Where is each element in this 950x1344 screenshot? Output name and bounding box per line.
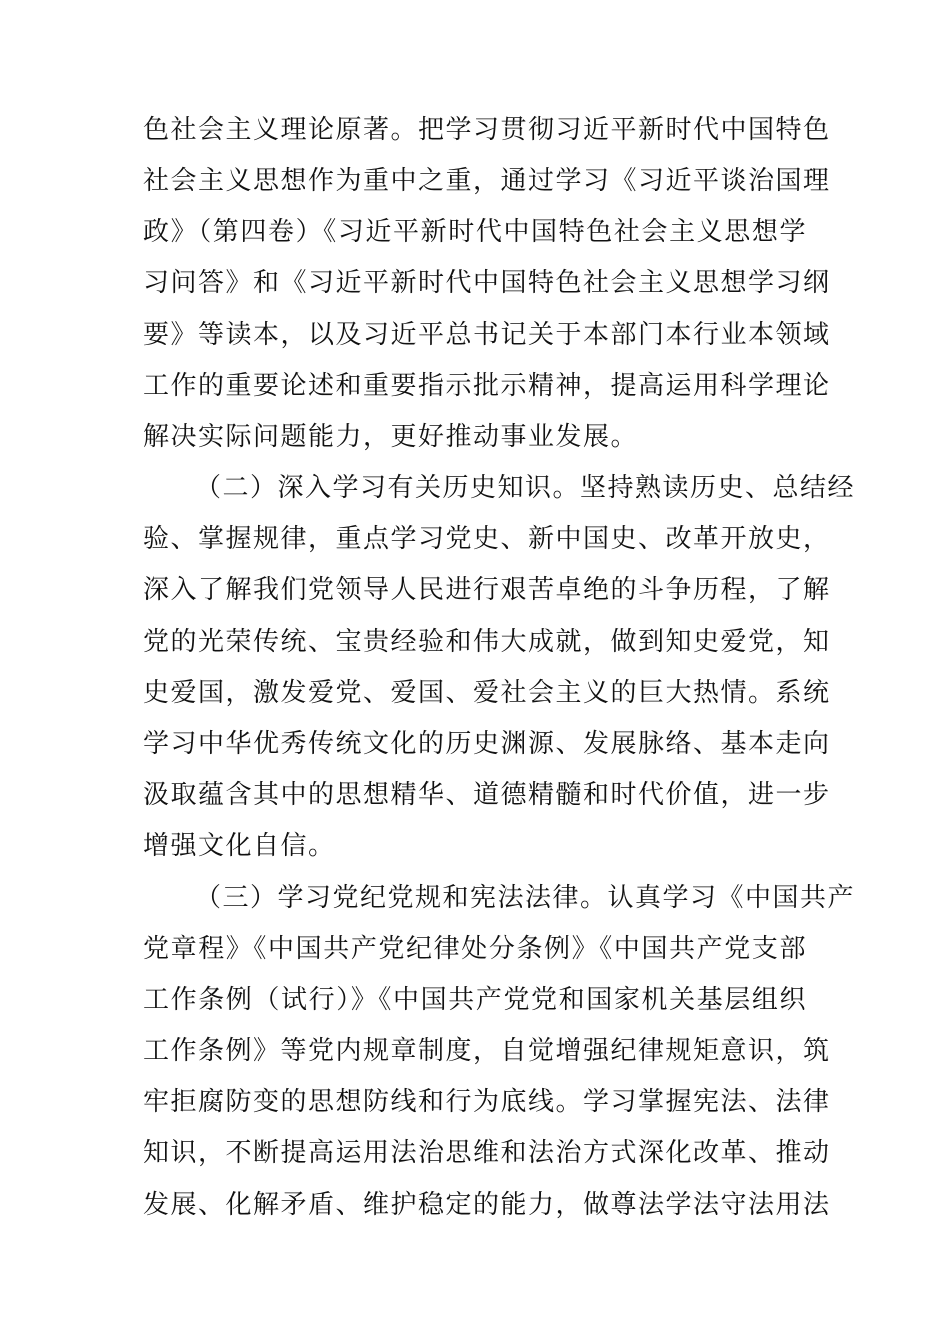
text-line: 工作的重要论述和重要指示批示精神，提高运用科学理论 bbox=[143, 371, 831, 401]
text-line: 汲取蕴含其中的思想精华、道德精髓和时代价值，进一步 bbox=[143, 780, 831, 810]
text-line: 深入了解我们党领导人民进行艰苦卓绝的斗争历程，了解 bbox=[143, 575, 831, 605]
text-line: 解决实际问题能力，更好推动事业发展。 bbox=[143, 422, 639, 452]
text-line: （三）学习党纪党规和宪法法律。认真学习《中国共产 bbox=[195, 883, 856, 913]
text-line: （二）深入学习有关历史知识。坚持熟读历史、总结经 bbox=[195, 473, 856, 503]
text-line: 习问答》和《习近平新时代中国特色社会主义思想学习纲 bbox=[143, 268, 831, 298]
text-line: 知识，不断提高运用法治思维和法治方式深化改革、推动 bbox=[143, 1138, 831, 1168]
text-line: 社会主义思想作为重中之重，通过学习《习近平谈治国理 bbox=[143, 166, 831, 196]
text-line: 工作条例（试行）》《中国共产党党和国家机关基层组织 bbox=[143, 985, 807, 1015]
text-line: 要》等读本，以及习近平总书记关于本部门本行业本领域 bbox=[143, 320, 831, 350]
text-line: 色社会主义理论原著。把学习贯彻习近平新时代中国特色 bbox=[143, 115, 831, 145]
text-line: 发展、化解矛盾、维护稳定的能力，做尊法学法守法用法 bbox=[143, 1190, 831, 1220]
text-line: 牢拒腐防变的思想防线和行为底线。学习掌握宪法、法律 bbox=[143, 1087, 831, 1117]
text-line: 史爱国，激发爱党、爱国、爱社会主义的巨大热情。系统 bbox=[143, 678, 831, 708]
text-line: 增强文化自信。 bbox=[143, 831, 336, 861]
text-line: 学习中华优秀传统文化的历史渊源、发展脉络、基本走向 bbox=[143, 729, 831, 759]
text-line: 验、掌握规律，重点学习党史、新中国史、改革开放史， bbox=[143, 524, 831, 554]
text-line: 党的光荣传统、宝贵经验和伟大成就，做到知史爱党，知 bbox=[143, 627, 831, 657]
text-line: 党章程》《中国共产党纪律处分条例》《中国共产党支部 bbox=[143, 934, 807, 964]
text-line: 政》（第四卷）《习近平新时代中国特色社会主义思想学 bbox=[143, 217, 807, 247]
text-line: 工作条例》等党内规章制度，自觉增强纪律规矩意识，筑 bbox=[143, 1036, 831, 1066]
